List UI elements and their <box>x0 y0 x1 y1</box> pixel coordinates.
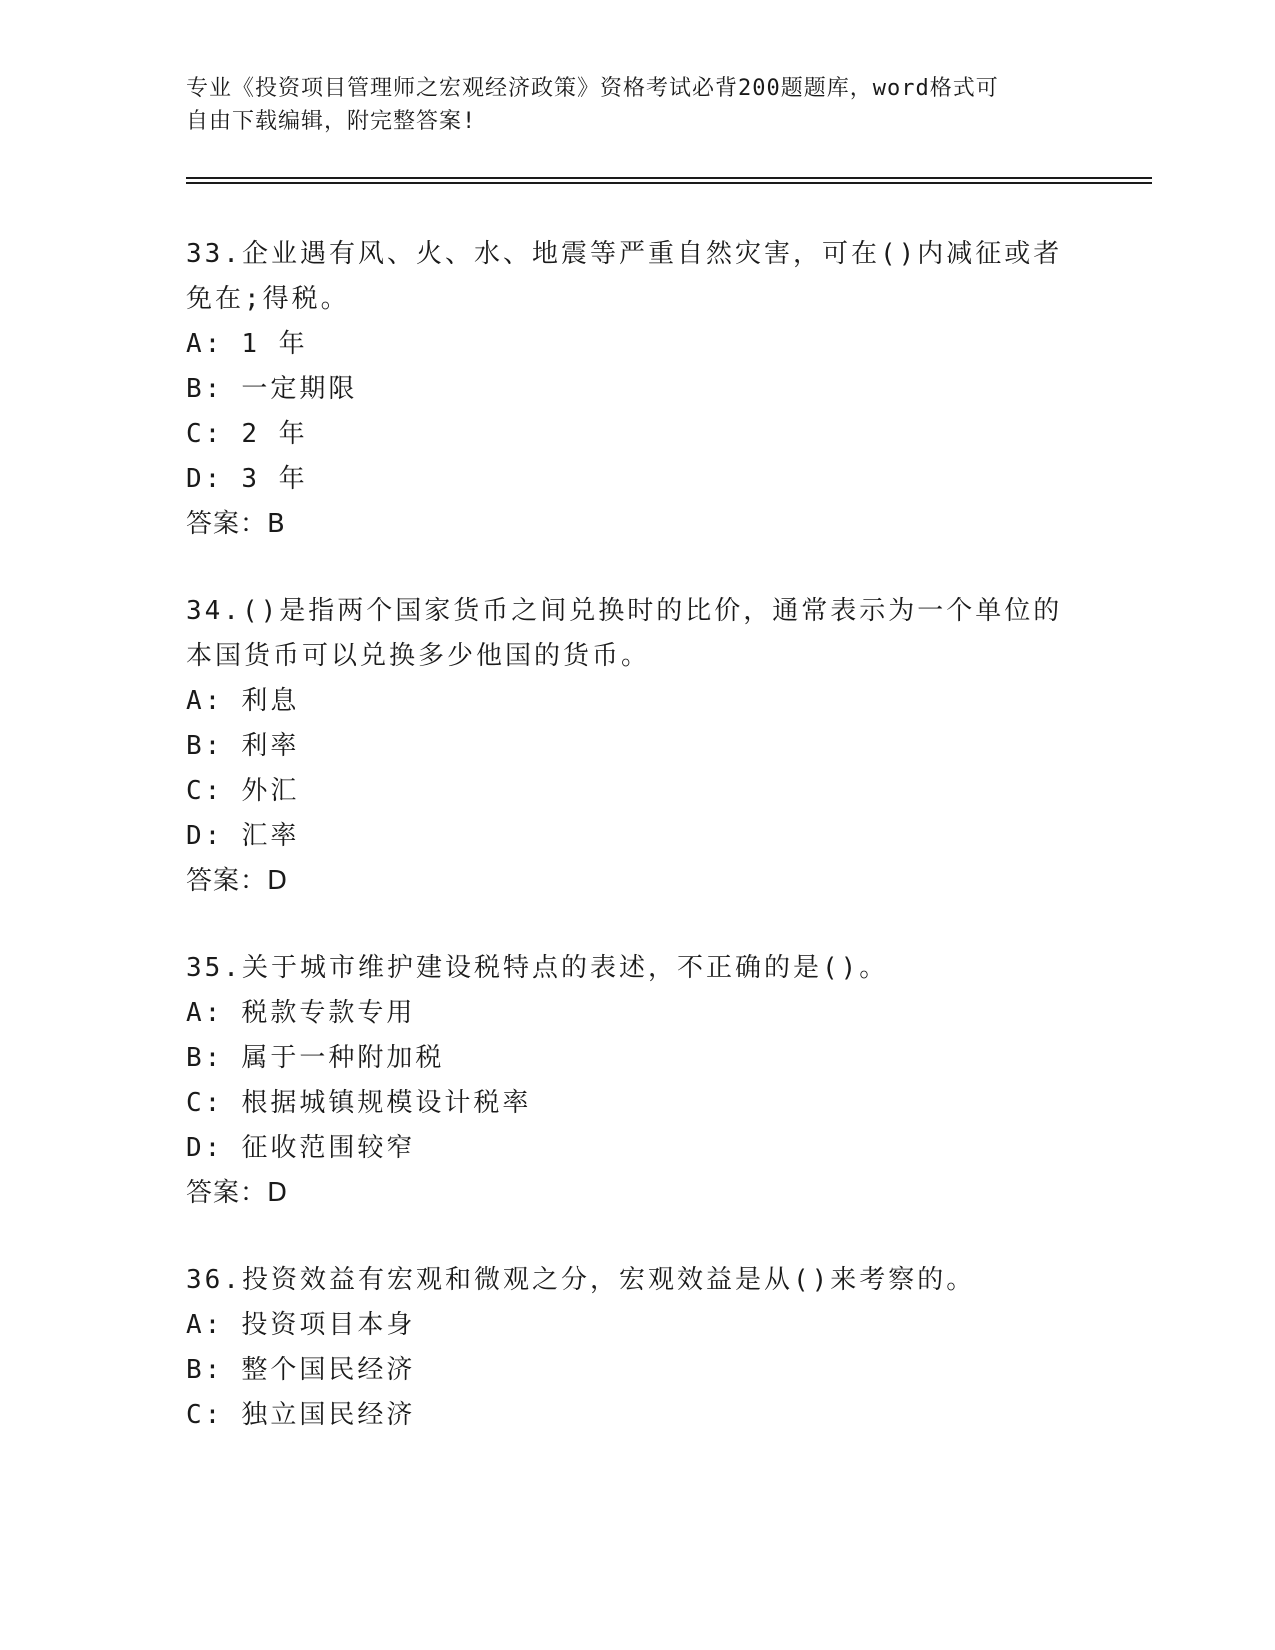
option-c <box>186 412 1086 457</box>
option-key: C : <box>186 769 223 814</box>
option-b <box>186 724 1086 769</box>
option-c <box>186 769 1086 814</box>
header-line-1: 专业《投资项目管理师之宏观经济政策》资格考试必背200题题库，word格式可 <box>186 76 999 101</box>
question-35 <box>186 946 1086 1216</box>
option-text: 独立国民经济 <box>241 1400 416 1430</box>
option-key: A : <box>186 1303 223 1348</box>
option-key: D : <box>186 1126 223 1171</box>
option-c <box>186 1081 1086 1126</box>
answer-label: 答案： <box>186 509 268 539</box>
option-text: 征收范围较窄 <box>241 1133 416 1163</box>
option-key: A : <box>186 322 223 367</box>
question-33 <box>186 232 1086 547</box>
question-34 <box>186 589 1086 904</box>
option-b <box>186 1036 1086 1081</box>
option-key: B : <box>186 1348 223 1393</box>
option-key: B : <box>186 1036 223 1081</box>
option-text: 利息 <box>241 686 300 716</box>
option-text: 整个国民经济 <box>241 1355 416 1385</box>
option-b <box>186 1348 1086 1393</box>
option-d <box>186 814 1086 859</box>
option-text: 2 年 <box>241 419 308 449</box>
answer-label: 答案： <box>186 866 268 896</box>
header-line-2: 自由下载编辑，附完整答案! <box>186 109 477 134</box>
option-key: C : <box>186 1393 223 1438</box>
option-key: A : <box>186 991 223 1036</box>
question-list <box>186 232 1086 1480</box>
option-a <box>186 991 1086 1036</box>
option-text: 利率 <box>241 731 300 761</box>
option-text: 税款专款专用 <box>241 998 416 1028</box>
option-key: D : <box>186 457 223 502</box>
question-stem: 34.()是指两个国家货币之间兑换时的比价，通常表示为一个单位的本国货币可以兑换多少他国的货币。 <box>186 596 1063 671</box>
option-key: B : <box>186 724 223 769</box>
option-a <box>186 1303 1086 1348</box>
answer-label: 答案： <box>186 1178 268 1208</box>
question-stem: 35.关于城市维护建设税特点的表述，不正确的是()。 <box>186 953 889 983</box>
option-text: 1 年 <box>241 329 308 359</box>
question-stem: 36.投资效益有宏观和微观之分，宏观效益是从()来考察的。 <box>186 1265 976 1295</box>
answer-value: B <box>267 509 286 539</box>
option-key: C : <box>186 412 223 457</box>
option-c <box>186 1393 1086 1438</box>
answer-line <box>186 502 1086 547</box>
option-text: 属于一种附加税 <box>241 1043 445 1073</box>
answer-line <box>186 1171 1086 1216</box>
answer-line <box>186 859 1086 904</box>
option-text: 外汇 <box>241 776 300 806</box>
option-text: 汇率 <box>241 821 300 851</box>
option-a <box>186 679 1086 724</box>
option-text: 3 年 <box>241 464 308 494</box>
option-a <box>186 322 1086 367</box>
option-text: 一定期限 <box>241 374 358 404</box>
answer-value: D <box>267 1178 289 1208</box>
header-divider-top <box>186 177 1152 179</box>
option-key: C : <box>186 1081 223 1126</box>
option-d <box>186 457 1086 502</box>
document-header <box>186 72 1066 138</box>
answer-value: D <box>267 866 289 896</box>
option-b <box>186 367 1086 412</box>
option-key: D : <box>186 814 223 859</box>
option-text: 投资项目本身 <box>241 1310 416 1340</box>
option-key: A : <box>186 679 223 724</box>
option-text: 根据城镇规模设计税率 <box>241 1088 532 1118</box>
question-36 <box>186 1258 1086 1438</box>
header-divider-bottom <box>186 182 1152 184</box>
option-d <box>186 1126 1086 1171</box>
option-key: B : <box>186 367 223 412</box>
question-stem: 33.企业遇有风、火、水、地震等严重自然灾害，可在()内减征或者免在;得税。 <box>186 239 1063 314</box>
